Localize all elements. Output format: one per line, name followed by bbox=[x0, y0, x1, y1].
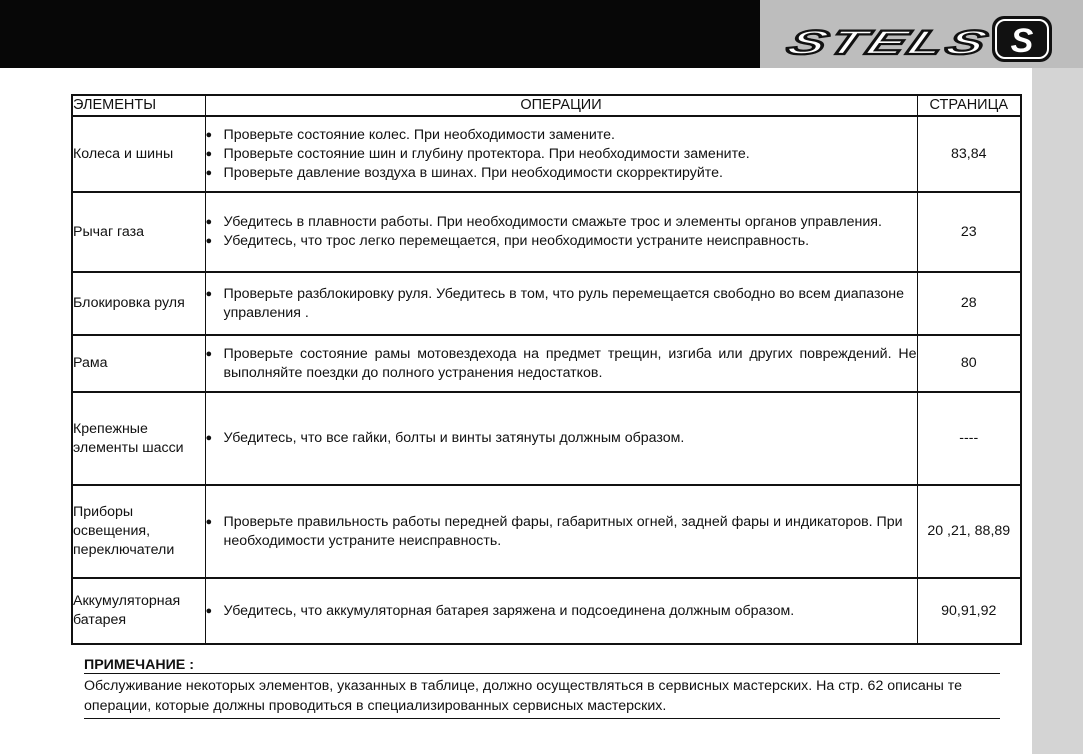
note-title-row bbox=[84, 655, 1000, 674]
operation-item: ● Проверьте давление воздуха в шинах. При необходимости скорректируйте. bbox=[206, 164, 917, 183]
header-black-bar bbox=[0, 0, 760, 68]
table-row bbox=[72, 392, 1021, 485]
note-title: ПРИМЕЧАНИЕ : bbox=[84, 657, 194, 673]
note-block bbox=[84, 655, 1000, 719]
table-row bbox=[72, 116, 1021, 192]
note-text: Обслуживание некоторых элементов, указанных в таблице, должно осуществляться в сервисных мастерских. На стр. 62 описаны те операции, которые должны проводиться в специализированных сервисных мастерских. bbox=[84, 676, 1000, 719]
row-element: Приборы освещения, переключатели bbox=[72, 485, 205, 578]
row-page: 23 bbox=[917, 192, 1021, 272]
row-operations bbox=[205, 485, 917, 578]
table-row bbox=[72, 192, 1021, 272]
row-page: 90,91,92 bbox=[917, 578, 1021, 644]
row-page: 28 bbox=[917, 272, 1021, 335]
row-element: Блокировка руля bbox=[72, 272, 205, 335]
operation-item: ● Проверьте состояние рамы мотовездехода на предмет трещин, изгиба или других повреждений. Не выполняйте поездки до полного устранения недостатков. bbox=[206, 345, 917, 383]
row-element: Крепежные элементы шасси bbox=[72, 392, 205, 485]
table-row bbox=[72, 335, 1021, 392]
table-header-row bbox=[72, 95, 1021, 116]
row-operations bbox=[205, 392, 917, 485]
row-element: Колеса и шины bbox=[72, 116, 205, 192]
row-operations bbox=[205, 116, 917, 192]
operation-item: ● Убедитесь в плавности работы. При необходимости смажьте трос и элементы органов управления. bbox=[206, 213, 917, 232]
row-page: 20 ,21, 88,89 bbox=[917, 485, 1021, 578]
operation-item: ● Проверьте правильность работы передней фары, габаритных огней, задней фары и индикаторов. При необходимости устраните неисправность. bbox=[206, 513, 917, 551]
operation-item: ● Проверьте состояние шин и глубину протектора. При необходимости замените. bbox=[206, 145, 917, 164]
row-operations bbox=[205, 578, 917, 644]
operation-item: ● Убедитесь, что все гайки, болты и винты затянуты должным образом. bbox=[206, 429, 917, 448]
header-elements: ЭЛЕМЕНТЫ bbox=[72, 95, 205, 116]
operation-item: ● Проверьте разблокировку руля. Убедитесь в том, что руль перемещается свободно во всем диапазоне управления . bbox=[206, 285, 917, 323]
maintenance-table bbox=[71, 94, 1022, 645]
header-page: СТРАНИЦА bbox=[917, 95, 1021, 116]
row-element: Рама bbox=[72, 335, 205, 392]
table-row bbox=[72, 485, 1021, 578]
operation-item: ● Убедитесь, что аккумуляторная батарея заряжена и подсоединена должным образом. bbox=[206, 602, 917, 621]
operation-item: ● Проверьте состояние колес. При необходимости замените. bbox=[206, 126, 917, 145]
row-element: Аккумуляторная батарея bbox=[72, 578, 205, 644]
row-element: Рычаг газа bbox=[72, 192, 205, 272]
operation-item: ● Убедитесь, что трос легко перемещается, при необходимости устраните неисправность. bbox=[206, 232, 917, 251]
svg-text:S: S bbox=[1010, 22, 1034, 60]
row-operations bbox=[205, 272, 917, 335]
table-row bbox=[72, 272, 1021, 335]
row-page: 80 bbox=[917, 335, 1021, 392]
row-page: 83,84 bbox=[917, 116, 1021, 192]
svg-text:STELS: STELS bbox=[781, 24, 916, 62]
header-operations: ОПЕРАЦИИ bbox=[205, 95, 917, 116]
row-operations bbox=[205, 192, 917, 272]
row-operations bbox=[205, 335, 917, 392]
side-gray-strip bbox=[1032, 68, 1083, 754]
stels-logo bbox=[778, 10, 1068, 64]
table-row bbox=[72, 578, 1021, 644]
row-page: ---- bbox=[917, 392, 1021, 485]
